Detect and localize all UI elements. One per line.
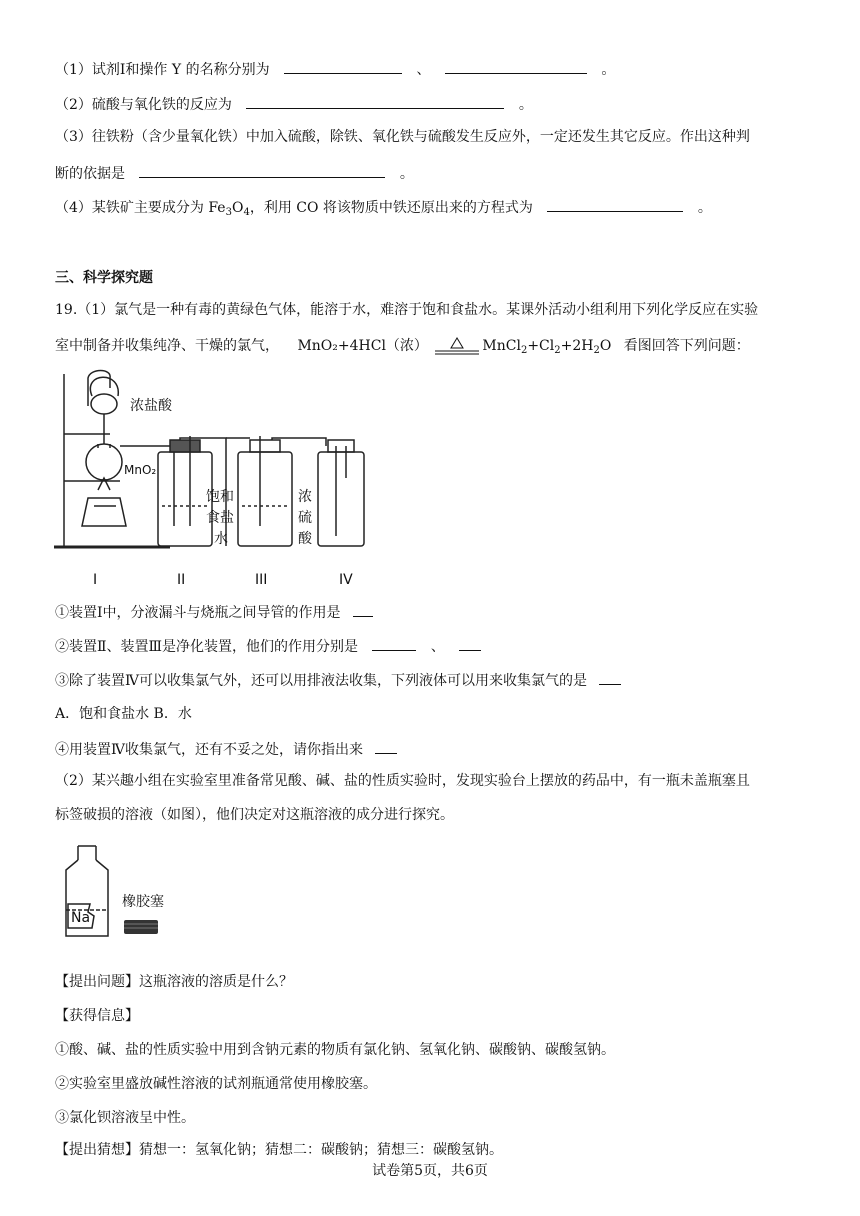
q18-part3-line1	[55, 127, 750, 147]
equation-left: MnO₂+4HCl（浓）	[297, 338, 428, 354]
inquiry-hypothesis: 【提出猜想】猜想一：氢氧化钠；猜想二：碳酸钠；猜想三：碳酸氢钠。	[55, 1142, 503, 1158]
answer-blank[interactable]	[353, 601, 373, 617]
section-heading: 三、科学探究题	[55, 270, 153, 286]
inquiry-info-3: ③氯化钡溶液呈中性。	[55, 1110, 195, 1126]
equation-right: +Cl	[527, 338, 555, 354]
fig-label-roman: IV	[339, 572, 353, 588]
equation-right: O	[599, 338, 612, 354]
answer-blank[interactable]	[459, 635, 481, 651]
inquiry-info-heading: 【获得信息】	[55, 1008, 139, 1024]
q19-sub1	[55, 601, 373, 623]
q19-sub4-text: ④用装置Ⅳ收集氯气，还有不妥之处，请你指出来	[55, 742, 363, 758]
fig-label-roman: III	[255, 572, 268, 588]
fig-label-brine: 水	[214, 531, 228, 547]
q18-part3-text: （3）往铁粉（含少量氧化铁）中加入硫酸，除铁、氧化铁与硫酸发生反应外，一定还发生其它反应。作出这种判	[55, 129, 750, 145]
subscript: 3	[225, 207, 232, 218]
answer-blank[interactable]	[445, 58, 587, 74]
q19-intro-text: 室中制备并收集纯净、干燥的氯气，	[55, 338, 279, 354]
q19-part2-line2: 标签破损的溶液（如图），他们决定对这瓶溶液的成分进行探究。	[55, 807, 454, 823]
q19-sub4	[55, 738, 397, 760]
q19-sub3	[55, 669, 621, 691]
q18-part4	[55, 196, 712, 218]
q19-intro-text: 看图回答下列问题：	[623, 338, 750, 354]
period: 。	[518, 97, 533, 113]
q19-sub3-text: ③除了装置Ⅳ可以收集氯气外，还可以用排液法收集，下列液体可以用来收集氯气的是	[55, 673, 587, 689]
subscript: 4	[243, 207, 250, 218]
answer-blank[interactable]	[599, 669, 621, 685]
answer-blank[interactable]	[547, 196, 683, 212]
page-footer: 试卷第5页，共6页	[372, 1163, 488, 1179]
q18-part2-text: （2）硫酸与氧化铁的反应为	[55, 97, 232, 113]
answer-blank[interactable]	[246, 93, 504, 109]
inquiry-question: 【提出问题】这瓶溶液的溶质是什么？	[55, 974, 293, 990]
q19-intro-line2	[55, 336, 750, 356]
fig-label-mno2: MnO₂	[124, 463, 157, 477]
period: 。	[399, 166, 414, 182]
fig-label-roman: II	[177, 572, 186, 588]
q19-intro-line1: 19.（1）氯气是一种有毒的黄绿色气体，能溶于水，难溶于饱和食盐水。某课外活动小组利用下列化学反应在实验	[55, 302, 759, 318]
fig-label-roman: I	[93, 572, 98, 588]
q18-part3-line2	[55, 162, 414, 184]
q19-sub2-text: ②装置Ⅱ、装置Ⅲ是净化装置，他们的作用分别是	[55, 639, 359, 655]
subscript: 2	[554, 345, 561, 356]
fig-label-acid: 浓	[298, 489, 312, 505]
q19-part2-line1: （2）某兴趣小组在实验室里准备常见酸、碱、盐的性质实验时，发现实验台上摆放的药品中，有一瓶未盖瓶塞且	[55, 773, 750, 789]
q19-sub1-text: ①装置Ⅰ中，分液漏斗与烧瓶之间导管的作用是	[55, 605, 341, 621]
answer-blank[interactable]	[139, 162, 385, 178]
separator: 、	[430, 639, 445, 655]
period: 。	[601, 62, 616, 78]
answer-blank[interactable]	[284, 58, 402, 74]
inquiry-info-2: ②实验室里盛放碱性溶液的试剂瓶通常使用橡胶塞。	[55, 1076, 377, 1092]
q18-part4-text: （4）某铁矿主要成分为 Fe	[55, 200, 226, 216]
subscript: 2	[520, 345, 528, 356]
heat-arrow-icon	[434, 336, 480, 356]
period: 。	[697, 200, 712, 216]
fig-label-brine: 饱和	[206, 489, 234, 505]
equation-right: MnCl	[482, 338, 521, 354]
q18-part4-text: ，利用 CO 将该物质中铁还原出来的方程式为	[249, 200, 533, 216]
fig-label-acid: 酸	[298, 531, 312, 547]
fig-label-acid: 硫	[298, 510, 312, 526]
chlorine-apparatus-figure	[50, 366, 390, 594]
reagent-bottle-figure	[58, 842, 188, 942]
answer-blank[interactable]	[375, 738, 397, 754]
separator: 、	[416, 62, 431, 78]
q18-part3-text2: 断的依据是	[55, 166, 125, 182]
q18-part2	[55, 93, 533, 115]
q18-part1	[55, 58, 615, 80]
inquiry-info-1: ①酸、碱、盐的性质实验中用到含钠元素的物质有氯化钠、氢氧化钠、碳酸钠、碳酸氢钠。	[55, 1042, 615, 1058]
equation-right: +2H	[560, 338, 594, 354]
bottle-label-na: Na	[71, 910, 91, 926]
answer-blank[interactable]	[372, 635, 416, 651]
stopper-label: 橡胶塞	[122, 894, 164, 910]
q18-part4-text: O	[231, 200, 244, 216]
fig-label-conc-hcl: 浓盐酸	[130, 398, 172, 414]
fig-label-brine: 食盐	[206, 510, 234, 526]
q18-part1-text: （1）试剂Ⅰ和操作 Y 的名称分别为	[55, 62, 270, 78]
q19-sub3-options: A．饱和食盐水 B．水	[55, 706, 192, 722]
q19-sub2	[55, 635, 481, 657]
subscript: 2	[593, 345, 600, 356]
rubber-stopper-icon	[124, 920, 158, 934]
